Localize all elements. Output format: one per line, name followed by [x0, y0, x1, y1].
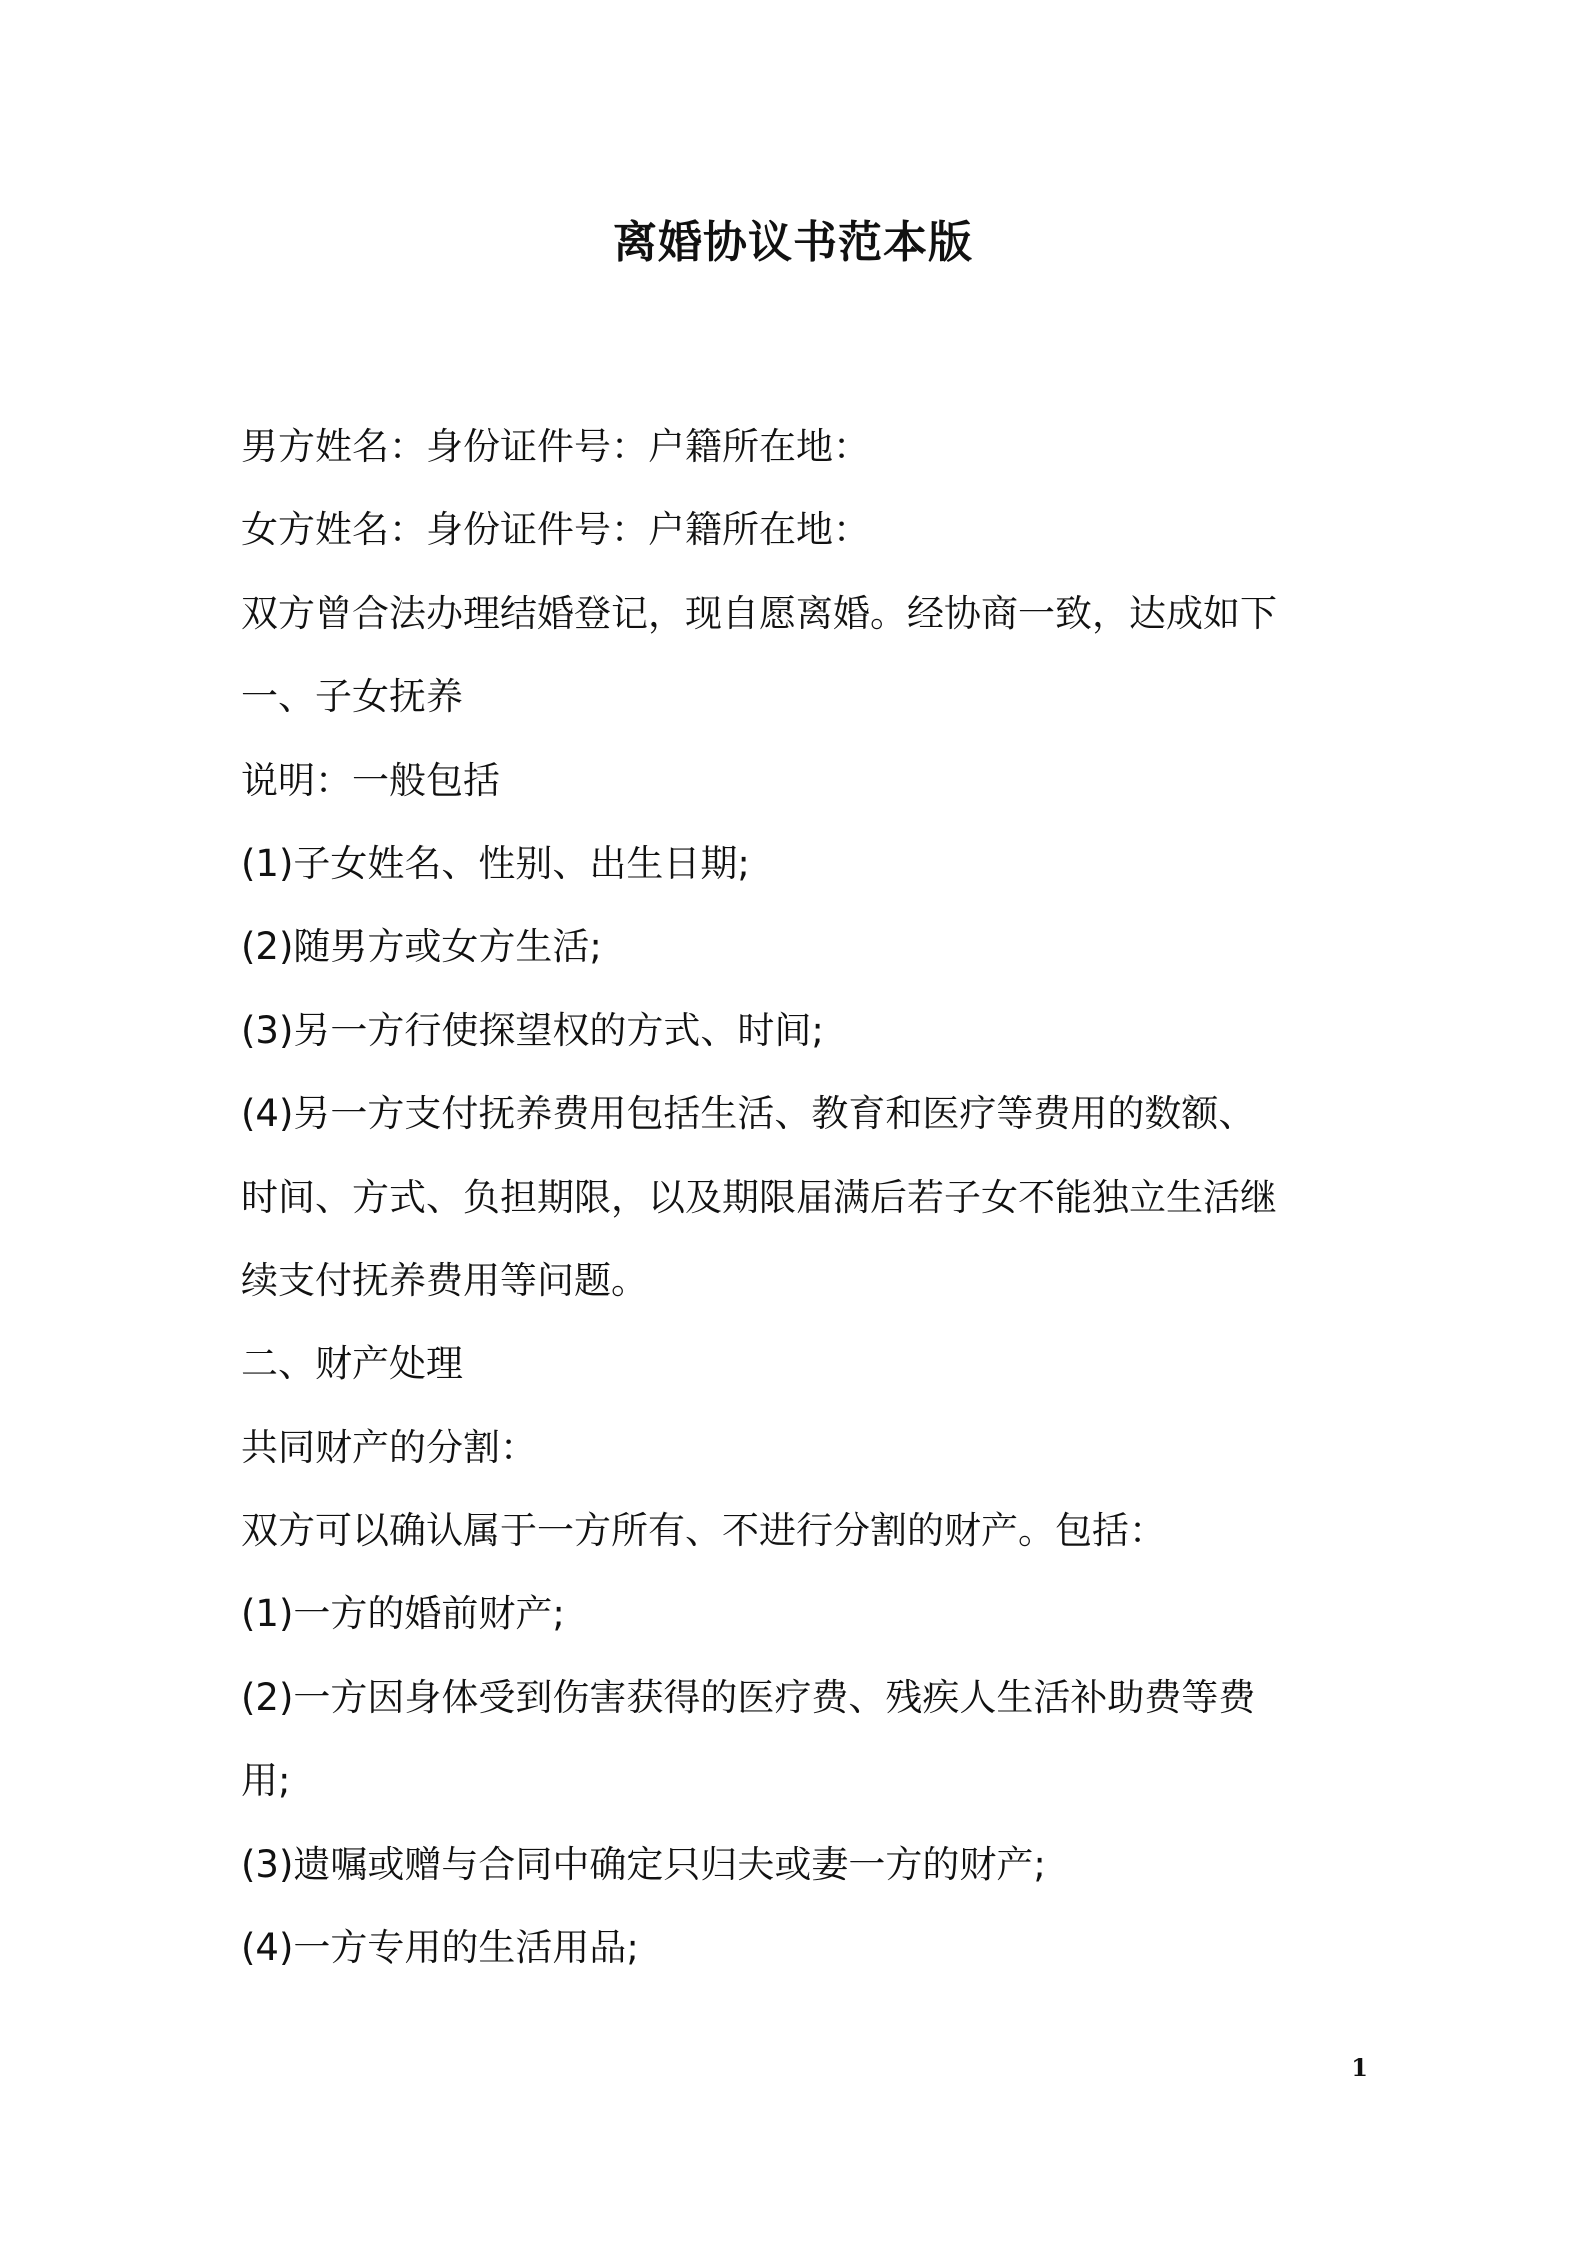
document-title: 离婚协议书范本版: [613, 217, 973, 268]
party-female-line: 女方姓名：身份证件号：户籍所在地：: [241, 508, 870, 552]
list-item-custody: (2)随男方或女方生活;: [241, 925, 602, 969]
agreement-intro-line: 双方曾合法办理结婚登记，现自愿离婚。经协商一致，达成如下: [241, 591, 1277, 635]
list-item-support-payment-cont-1: 时间、方式、负担期限，以及期限届满后若子女不能独立生活继: [241, 1175, 1277, 1219]
list-item-bequest-gift: (3)遗嘱或赠与合同中确定只归夫或妻一方的财产;: [241, 1842, 1046, 1886]
list-item-support-payment: (4)另一方支付抚养费用包括生活、教育和医疗等费用的数额、: [241, 1092, 1256, 1136]
party-male-line: 男方姓名：身份证件号：户籍所在地：: [241, 425, 870, 468]
separate-property-intro-line: 双方可以确认属于一方所有、不进行分割的财产。包括：: [241, 1509, 1166, 1553]
section-heading-child-support: 一、子女抚养: [241, 675, 463, 719]
explanation-line: 说明：一般包括: [241, 758, 500, 802]
list-item-injury-compensation: (2)一方因身体受到伤害获得的医疗费、残疾人生活补助费等费: [241, 1675, 1256, 1719]
list-item-injury-compensation-cont: 用;: [241, 1759, 291, 1803]
list-item-support-payment-cont-2: 续支付抚养费用等问题。: [241, 1258, 648, 1302]
page-number: 1: [1351, 2053, 1368, 2082]
document-body: [241, 405, 1356, 1989]
list-item-child-info: (1)子女姓名、性别、出生日期;: [241, 841, 750, 885]
section-heading-property: 二、财产处理: [241, 1342, 463, 1386]
list-item-personal-items: (4)一方专用的生活用品;: [241, 1926, 639, 1970]
list-item-premarital-property: (1)一方的婚前财产;: [241, 1592, 565, 1636]
list-item-visitation: (3)另一方行使探望权的方式、时间;: [241, 1008, 824, 1052]
joint-property-line: 共同财产的分割：: [241, 1425, 537, 1469]
